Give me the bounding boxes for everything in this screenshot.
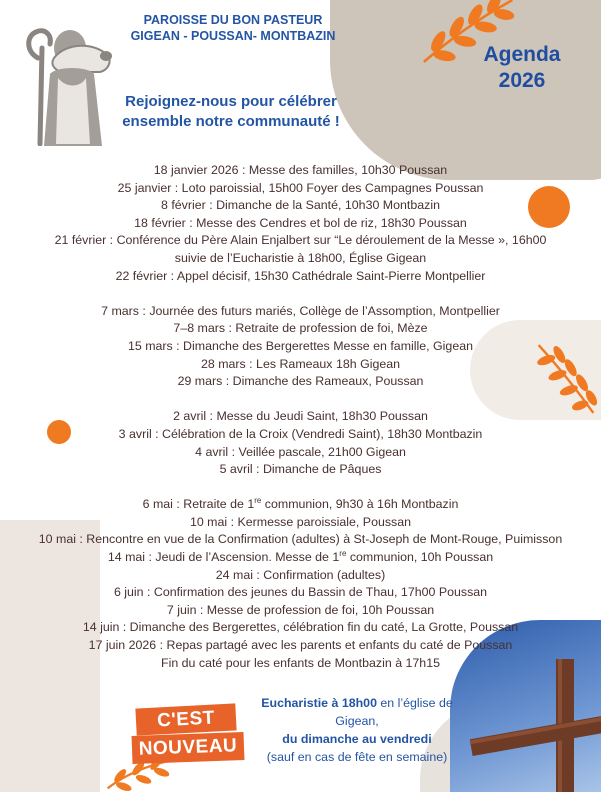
welcome-line: Rejoignez-nous pour célébrer: [125, 93, 337, 110]
event-line: Fin du caté pour les enfants de Montbazin à 17h15: [161, 655, 440, 670]
event-line: [0, 549, 601, 567]
event-line: 21 février : Conférence du Père Alain Enjalbert sur “Le déroulement de la Messe », 16h00: [54, 233, 547, 248]
welcome-line: ensemble notre communauté !: [122, 113, 340, 130]
note-text: (sauf en cas de fête en semaine): [266, 750, 448, 764]
badge-line: NOUVEAU: [132, 732, 245, 764]
event-text: communion, 9h30 à 16h Montbazin: [261, 497, 459, 512]
event-line: 5 avril : Dimanche de Pâques: [219, 462, 382, 477]
event-line: 25 janvier : Loto paroissial, 15h00 Foyer des Campagnes Poussan: [117, 180, 484, 195]
event-line: 15 mars : Dimanche des Bergerettes Messe en famille, Gigean: [127, 338, 474, 353]
event-line: 3 avril : Célébration de la Croix (Vendredi Saint), 18h30 Montbazin: [118, 426, 483, 441]
spacer: [0, 285, 601, 303]
event-line: 17 juin 2026 : Repas partagé avec les parents et enfants du caté de Poussan: [88, 638, 513, 653]
ordinal-suffix: re: [339, 548, 347, 558]
event-line: [0, 496, 601, 514]
note-highlight: du dimanche au vendredi: [282, 732, 432, 746]
welcome-message: [90, 92, 372, 132]
agenda-word: Agenda: [483, 43, 561, 66]
event-text: 6 mai : Retraite de 1: [142, 497, 255, 512]
note-highlight: Eucharistie à 18h00: [261, 696, 377, 710]
parish-name: PAROISSE DU BON PASTEUR: [143, 13, 323, 27]
parish-towns: GIGEAN - POUSSAN- MONTBAZIN: [130, 29, 336, 43]
badge-line: C'EST: [135, 703, 236, 735]
event-line: 22 février : Appel décisif, 15h30 Cathédrale Saint-Pierre Montpellier: [115, 268, 486, 283]
ordinal-suffix: re: [254, 496, 262, 506]
note-text: en l’église de Gigean,: [335, 696, 453, 728]
event-line: 10 mai : Kermesse paroissiale, Poussan: [189, 514, 412, 529]
spacer: [0, 479, 601, 497]
event-line: 8 février : Dimanche de la Santé, 10h30 Montbazin: [161, 198, 440, 213]
agenda-title: [470, 42, 574, 94]
event-line: 6 juin : Confirmation des jeunes du Bassin de Thau, 17h00 Poussan: [113, 585, 488, 600]
event-line: 7 juin : Messe de profession de foi, 10h Poussan: [166, 602, 435, 617]
event-line: 24 mai : Confirmation (adultes): [215, 567, 386, 582]
event-text: 14 mai : Jeudi de l’Ascension. Messe de 1: [107, 550, 340, 565]
event-line: 18 janvier 2026 : Messe des familles, 10h30 Poussan: [153, 163, 448, 177]
event-line: suivie de l’Eucharistie à 18h00, Église Gigean: [174, 250, 427, 265]
event-line: 18 février : Messe des Cendres et bol de riz, 18h30 Poussan: [134, 215, 467, 230]
event-list: [0, 162, 601, 672]
event-line: 7 mars : Journée des futurs mariés, Collège de l’Assomption, Montpellier: [101, 303, 500, 318]
event-line: 7–8 mars : Retraite de profession de foi, Mèze: [173, 321, 428, 336]
event-line: 14 juin : Dimanche des Bergerettes, célébration fin du caté, La Grotte, Poussan: [82, 620, 519, 635]
spacer: [0, 391, 601, 409]
event-line: 29 mars : Dimanche des Rameaux, Poussan: [177, 374, 424, 389]
eucharist-note: [242, 694, 472, 766]
event-line: 2 avril : Messe du Jeudi Saint, 18h30 Poussan: [173, 409, 428, 424]
agenda-year: 2026: [498, 69, 546, 92]
event-line: 4 avril : Veillée pascale, 21h00 Gigean: [195, 444, 406, 459]
event-line: 10 mai : Rencontre en vue de la Confirmation (adultes) à St-Joseph de Mont-Rouge, Puimisson: [38, 532, 563, 547]
event-line: 28 mars : Les Rameaux 18h Gigean: [200, 356, 401, 371]
wooden-cross-icon: [470, 655, 601, 792]
note-line: [242, 694, 472, 730]
parish-title: [96, 12, 370, 44]
event-text: communion, 10h Poussan: [346, 550, 494, 565]
new-badge: [132, 706, 242, 766]
